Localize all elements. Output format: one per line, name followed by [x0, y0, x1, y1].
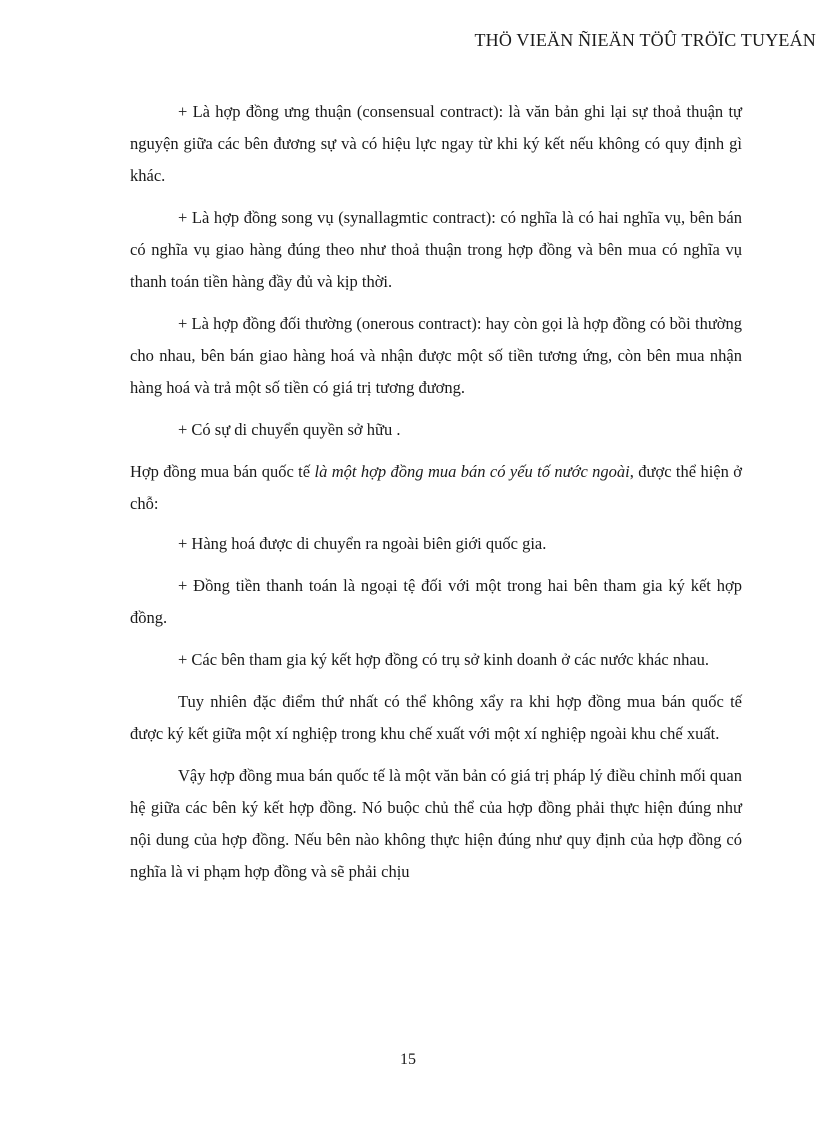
- paragraph-legal-value: Vậy hợp đồng mua bán quốc tế là một văn bản có giá trị pháp lý điều chỉnh mối quan hệ giữa các bên ký kết hợp đồng. Nó buộc chủ thể của hợp đồng phải thực hiện đúng như nội dung của hợp đồng. Nếu bên nào không thực hiện đúng như quy định của hợp đồng có nghĩa là vi phạm hợp đồng và sẽ phải chịu: [130, 766, 742, 881]
- paragraph-export-zone-note: Tuy nhiên đặc điểm thứ nhất có thể không xẩy ra khi hợp đồng mua bán quốc tế được ký kết giữa một xí nghiệp trong khu chế xuất với một xí nghiệp ngoài khu chế xuất.: [130, 692, 742, 743]
- paragraph-onerous-contract: + Là hợp đồng đối thường (onerous contract): hay còn gọi là hợp đồng có bồi thường cho nhau, bên bán giao hàng hoá và nhận được một số tiền tương ứng, còn bên mua nhận hàng hoá và trả một số tiền có giá trị tương đương.: [130, 314, 742, 397]
- paragraph-international-definition: [130, 456, 742, 520]
- definition-italic: là một hợp đồng mua bán có yếu tố nước ngoài: [314, 462, 630, 481]
- paragraph-goods-across-border: + Hàng hoá được di chuyển ra ngoài biên giới quốc gia.: [178, 534, 547, 553]
- document-body: [130, 96, 742, 898]
- page-number: 15: [400, 1051, 416, 1068]
- running-header: THÖ VIEÄN ÑIEÄN TÖÛ TRÖÏC TUYEÁN: [474, 30, 816, 50]
- paragraph-ownership-transfer: + Có sự di chuyển quyền sở hữu .: [178, 420, 401, 439]
- paragraph-synallagmatic-contract: + Là hợp đồng song vụ (synallagmtic contract): có nghĩa là có hai nghĩa vụ, bên bán có nghĩa vụ giao hàng đúng theo như thoả thuận trong hợp đồng và bên mua có nghĩa vụ thanh toán tiền hàng đầy đủ và kịp thời.: [130, 208, 742, 291]
- definition-start: Hợp đồng mua bán quốc tế: [130, 462, 315, 481]
- paragraph-consensual-contract: + Là hợp đồng ưng thuận (consensual contract): là văn bản ghi lại sự thoả thuận tự nguyện giữa các bên đương sự và có hiệu lực ngay từ khi ký kết nếu không có quy định gì khác.: [130, 102, 742, 185]
- paragraph-foreign-currency: + Đồng tiền thanh toán là ngoại tệ đối với một trong hai bên tham gia ký kết hợp đồng.: [130, 576, 742, 627]
- definition-end: , được thể hiện ở chỗ:: [130, 462, 743, 513]
- paragraph-different-countries: + Các bên tham gia ký kết hợp đồng có trụ sở kinh doanh ở các nước khác nhau.: [178, 650, 710, 669]
